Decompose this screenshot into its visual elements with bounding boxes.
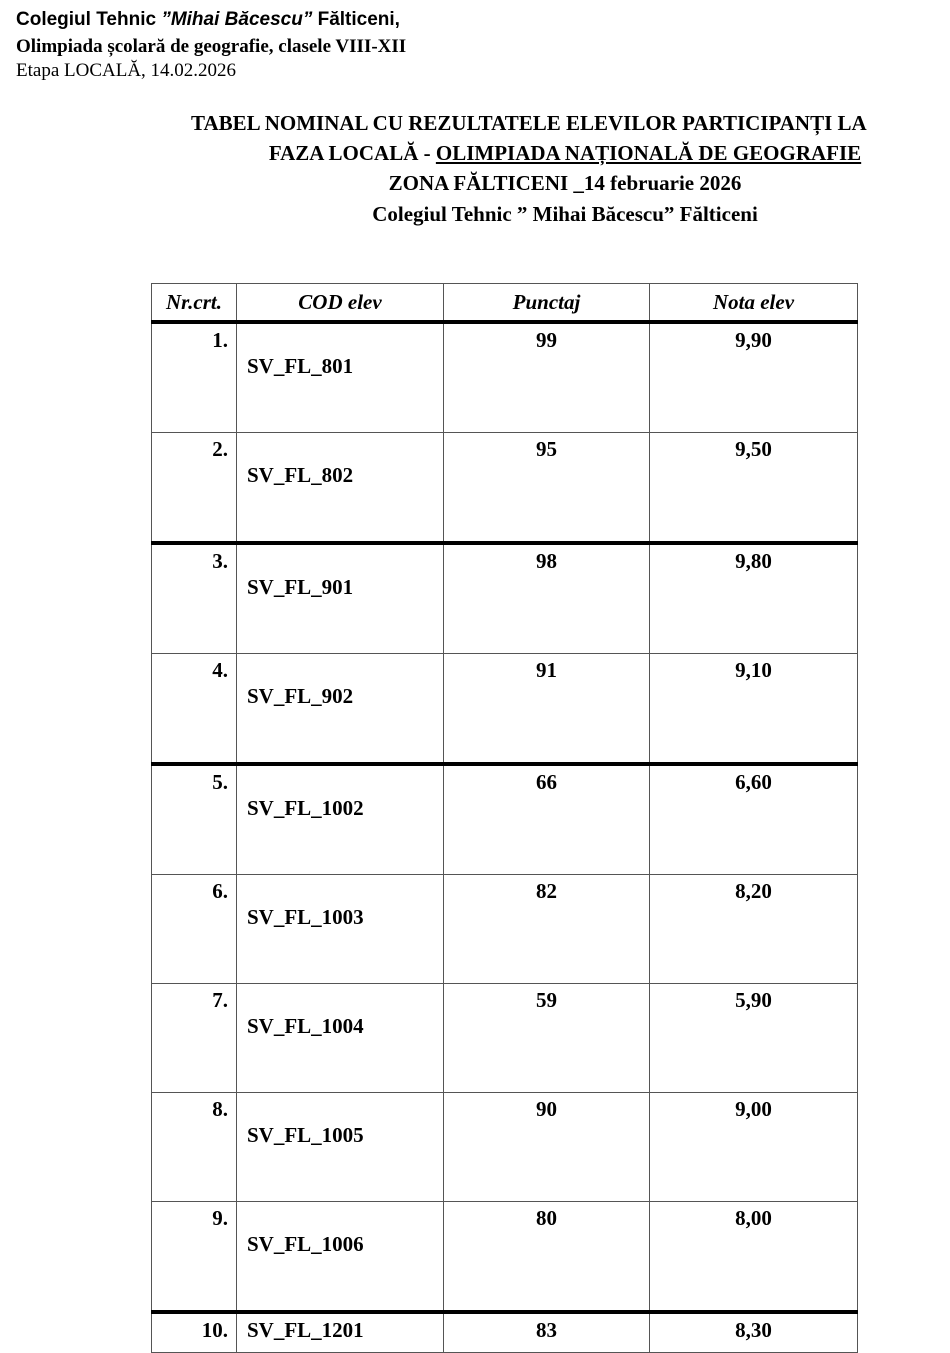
school-prefix: Colegiul Tehnic bbox=[16, 9, 162, 30]
cell-punctaj: 82 bbox=[444, 875, 650, 984]
header-punctaj: Punctaj bbox=[444, 284, 650, 323]
cell-nota: 9,50 bbox=[650, 433, 858, 544]
cell-cod: SV_FL_901 bbox=[237, 543, 444, 654]
cell-nr: 8. bbox=[152, 1093, 237, 1202]
cell-nota: 6,60 bbox=[650, 764, 858, 875]
cell-cod: SV_FL_902 bbox=[237, 654, 444, 765]
table-row bbox=[152, 654, 858, 765]
title-line-3: ZONA FĂLTICENI _14 februarie 2026 bbox=[388, 171, 742, 195]
title-line-2 bbox=[0, 141, 950, 166]
table-row bbox=[152, 1202, 858, 1313]
table-row bbox=[152, 875, 858, 984]
cell-punctaj: 66 bbox=[444, 764, 650, 875]
header-cod: COD elev bbox=[237, 284, 444, 323]
table-row bbox=[152, 1312, 858, 1353]
cell-punctaj: 83 bbox=[444, 1312, 650, 1353]
cell-cod: SV_FL_1201 bbox=[237, 1312, 444, 1353]
olympiad-line: Olimpiada școlară de geografie, clasele VIII-XII bbox=[16, 36, 407, 57]
cell-punctaj: 91 bbox=[444, 654, 650, 765]
header-nr: Nr.crt. bbox=[152, 284, 237, 323]
cell-cod: SV_FL_1005 bbox=[237, 1093, 444, 1202]
cell-nr: 3. bbox=[152, 543, 237, 654]
stage-line: Etapa LOCALĂ, 14.02.2026 bbox=[16, 60, 237, 81]
cell-nota: 9,00 bbox=[650, 1093, 858, 1202]
cell-nr: 1. bbox=[152, 322, 237, 433]
cell-cod: SV_FL_1002 bbox=[237, 764, 444, 875]
cell-punctaj: 80 bbox=[444, 1202, 650, 1313]
cell-nota: 8,20 bbox=[650, 875, 858, 984]
cell-nota: 9,10 bbox=[650, 654, 858, 765]
cell-nr: 7. bbox=[152, 984, 237, 1093]
cell-nr: 2. bbox=[152, 433, 237, 544]
cell-nr: 10. bbox=[152, 1312, 237, 1353]
table-header-row bbox=[152, 284, 858, 323]
table-row bbox=[152, 433, 858, 544]
table-row bbox=[152, 1093, 858, 1202]
cell-nota: 8,00 bbox=[650, 1202, 858, 1313]
cell-nota: 5,90 bbox=[650, 984, 858, 1093]
cell-nota: 8,30 bbox=[650, 1312, 858, 1353]
title-line-2-underlined: OLIMPIADA NAȚIONALĂ DE GEOGRAFIE bbox=[435, 141, 862, 165]
cell-cod: SV_FL_801 bbox=[237, 322, 444, 433]
cell-punctaj: 99 bbox=[444, 322, 650, 433]
cell-nota: 9,80 bbox=[650, 543, 858, 654]
school-line bbox=[16, 9, 400, 31]
cell-cod: SV_FL_1003 bbox=[237, 875, 444, 984]
title-line-1: TABEL NOMINAL CU REZULTATELE ELEVILOR PARTICIPANȚI LA bbox=[191, 111, 867, 135]
cell-nr: 4. bbox=[152, 654, 237, 765]
cell-punctaj: 95 bbox=[444, 433, 650, 544]
school-suffix: Fălticeni, bbox=[312, 9, 400, 30]
cell-cod: SV_FL_1006 bbox=[237, 1202, 444, 1313]
header-nota: Nota elev bbox=[650, 284, 858, 323]
cell-nota: 9,90 bbox=[650, 322, 858, 433]
cell-punctaj: 90 bbox=[444, 1093, 650, 1202]
title-line-2-prefix: FAZA LOCALĂ - bbox=[268, 141, 436, 165]
cell-cod: SV_FL_802 bbox=[237, 433, 444, 544]
table-row bbox=[152, 764, 858, 875]
cell-nr: 5. bbox=[152, 764, 237, 875]
cell-cod: SV_FL_1004 bbox=[237, 984, 444, 1093]
table-row bbox=[152, 984, 858, 1093]
title-line-4: Colegiul Tehnic ” Mihai Băcescu” Fălticeni bbox=[372, 202, 758, 226]
school-name: ”Mihai Băcescu” bbox=[161, 9, 313, 30]
results-table bbox=[151, 283, 858, 1353]
table-row bbox=[152, 322, 858, 433]
cell-nr: 6. bbox=[152, 875, 237, 984]
table-row bbox=[152, 543, 858, 654]
cell-punctaj: 98 bbox=[444, 543, 650, 654]
cell-punctaj: 59 bbox=[444, 984, 650, 1093]
cell-nr: 9. bbox=[152, 1202, 237, 1313]
